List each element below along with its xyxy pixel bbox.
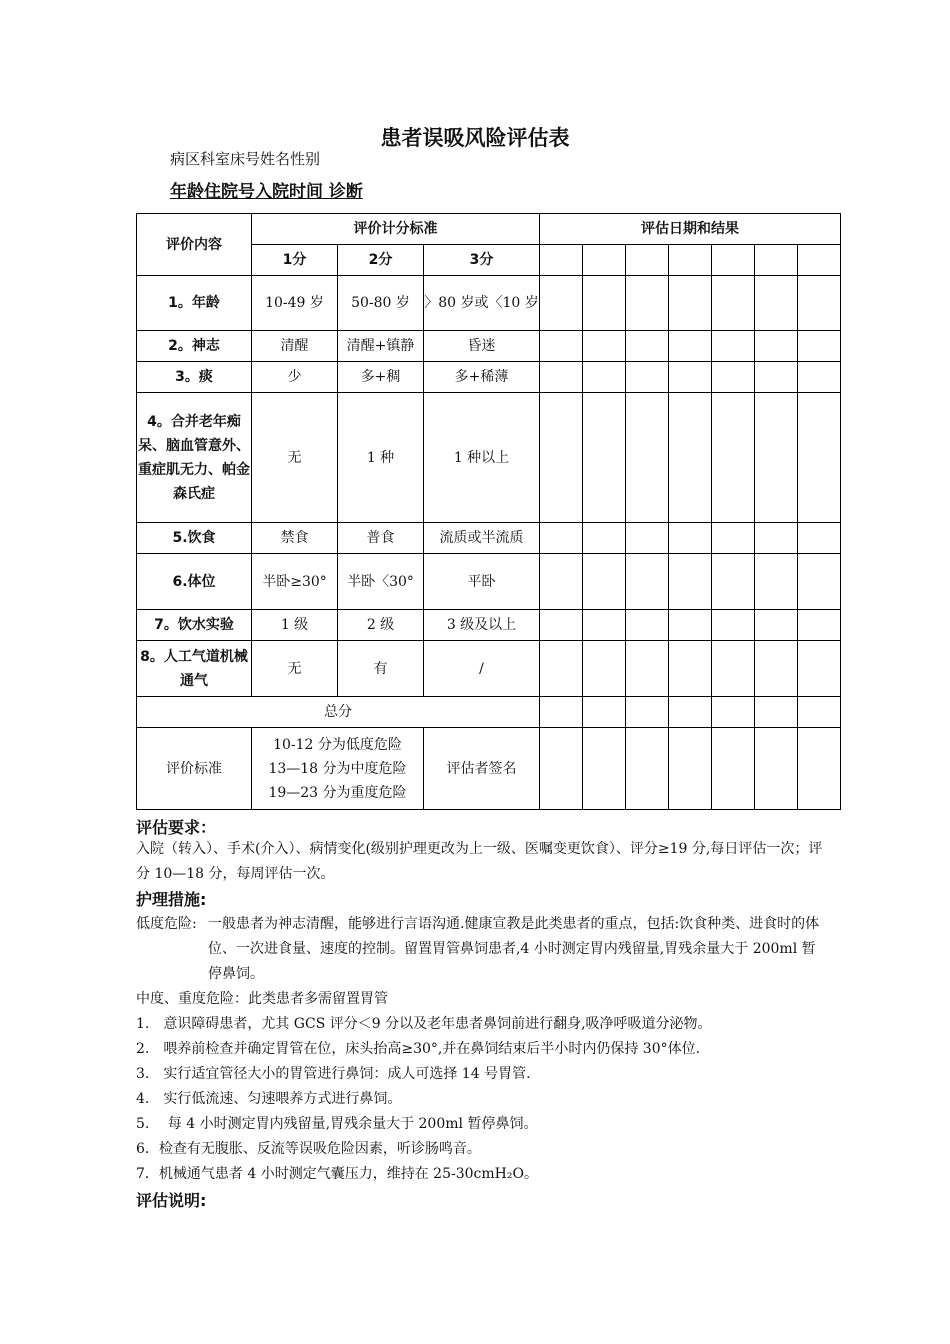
standard-level-low: 10-12 分为低度危险 bbox=[273, 736, 402, 753]
header-score-2: 2分 bbox=[338, 245, 424, 276]
standard-level-high: 19—23 分为重度危险 bbox=[268, 784, 407, 801]
row-score-1: 1 级 bbox=[252, 610, 338, 641]
result-cell[interactable] bbox=[798, 610, 841, 641]
row-score-2: 2 级 bbox=[338, 610, 424, 641]
result-cell[interactable] bbox=[712, 610, 755, 641]
total-cell[interactable] bbox=[755, 697, 798, 728]
patient-info-line-1: 病区科室床号姓名性别 bbox=[170, 150, 321, 168]
measure-item-2: 2. 喂养前检查并确定胃管在位，床头抬高≥30°,并在鼻饲结束后半小时内仍保持 30°体位. bbox=[136, 1041, 701, 1057]
signature-cell[interactable] bbox=[626, 728, 669, 810]
result-cell[interactable] bbox=[798, 276, 841, 331]
total-cell[interactable] bbox=[798, 697, 841, 728]
result-cell[interactable] bbox=[755, 523, 798, 554]
mid-high-risk-text: 中度、重度危险：此类患者多需留置胃管 bbox=[136, 991, 388, 1007]
result-cell[interactable] bbox=[626, 610, 669, 641]
row-score-3: 流质或半流质 bbox=[424, 523, 540, 554]
row-score-3: / bbox=[424, 641, 540, 697]
standard-label: 评价标准 bbox=[137, 728, 252, 810]
row-item: 7。饮水实验 bbox=[137, 610, 252, 641]
result-cell[interactable] bbox=[540, 523, 583, 554]
row-score-2: 清醒+镇静 bbox=[338, 331, 424, 362]
row-score-1: 禁食 bbox=[252, 523, 338, 554]
result-cell[interactable] bbox=[755, 245, 798, 276]
result-cell[interactable] bbox=[755, 276, 798, 331]
row-score-2: 多+稠 bbox=[338, 362, 424, 393]
header-results: 评估日期和结果 bbox=[540, 214, 841, 245]
result-cell[interactable] bbox=[669, 610, 712, 641]
row-score-1: 无 bbox=[252, 393, 338, 523]
measures-heading: 护理措施: bbox=[136, 890, 207, 909]
row-score-1: 无 bbox=[252, 641, 338, 697]
row-item: 1。年龄 bbox=[137, 276, 252, 331]
measure-item-6: 6．检查有无腹胀、反流等误吸危险因素，听诊肠鸣音。 bbox=[136, 1141, 481, 1157]
requirements-heading: 评估要求： bbox=[136, 818, 217, 837]
result-cell[interactable] bbox=[755, 610, 798, 641]
result-cell[interactable] bbox=[540, 276, 583, 331]
page-title: 患者误吸风险评估表 bbox=[380, 126, 570, 150]
header-score-3: 3分 bbox=[424, 245, 540, 276]
result-cell[interactable] bbox=[712, 331, 755, 362]
header-item: 评价内容 bbox=[137, 214, 252, 276]
result-cell[interactable] bbox=[626, 362, 669, 393]
low-risk-text: 一般患者为神志清醒，能够进行言语沟通.健康宣教是此类患者的重点，包括:饮食种类、进食时的体位、一次进食量、速度的控制。留置胃管鼻饲患者,4 小时测定胃内残留量,胃残余量大于 200ml 暂停鼻饲。 bbox=[208, 916, 820, 982]
row-item: 3。痰 bbox=[137, 362, 252, 393]
row-item: 8。人工气道机械通气 bbox=[137, 641, 252, 697]
result-cell[interactable] bbox=[583, 554, 626, 610]
patient-info-line-2: 年龄住院号入院时间 诊断 bbox=[170, 182, 363, 202]
signature-cell[interactable] bbox=[798, 728, 841, 810]
result-cell[interactable] bbox=[669, 245, 712, 276]
result-cell[interactable] bbox=[669, 362, 712, 393]
row-score-1: 10-49 岁 bbox=[252, 276, 338, 331]
result-cell[interactable] bbox=[669, 523, 712, 554]
result-cell[interactable] bbox=[712, 641, 755, 697]
result-cell[interactable] bbox=[755, 331, 798, 362]
result-cell[interactable] bbox=[798, 362, 841, 393]
result-cell[interactable] bbox=[540, 393, 583, 523]
result-cell[interactable] bbox=[540, 641, 583, 697]
signature-cell[interactable] bbox=[583, 728, 626, 810]
result-cell[interactable] bbox=[540, 554, 583, 610]
result-cell[interactable] bbox=[755, 362, 798, 393]
signature-cell[interactable] bbox=[669, 728, 712, 810]
result-cell[interactable] bbox=[540, 331, 583, 362]
standard-levels bbox=[252, 728, 424, 810]
result-cell[interactable] bbox=[798, 523, 841, 554]
assessment-table bbox=[136, 213, 841, 810]
result-cell[interactable] bbox=[712, 554, 755, 610]
total-cell[interactable] bbox=[626, 697, 669, 728]
header-score-1: 1分 bbox=[252, 245, 338, 276]
result-cell[interactable] bbox=[755, 641, 798, 697]
measure-item-1: 1. 意识障碍患者，尤其 GCS 评分＜9 分以及老年患者鼻饲前进行翻身,吸净呼吸道分泌物。 bbox=[136, 1016, 712, 1032]
row-score-3: 〉80 岁或〈10 岁 bbox=[424, 276, 540, 331]
signature-cell[interactable] bbox=[712, 728, 755, 810]
row-score-1: 少 bbox=[252, 362, 338, 393]
result-cell[interactable] bbox=[626, 641, 669, 697]
result-cell[interactable] bbox=[798, 245, 841, 276]
row-item: 6.体位 bbox=[137, 554, 252, 610]
result-cell[interactable] bbox=[669, 331, 712, 362]
result-cell[interactable] bbox=[712, 245, 755, 276]
standard-level-mid: 13—18 分为中度危险 bbox=[268, 760, 407, 777]
requirements-text: 入院（转入）、手术(介入）、病情变化(级别护理更改为上一级、医嘱变更饮食）、评分≥19 分,每日评估一次；评分 10—18 分，每周评估一次。 bbox=[136, 841, 823, 882]
row-score-1: 清醒 bbox=[252, 331, 338, 362]
row-item: 5.饮食 bbox=[137, 523, 252, 554]
result-cell[interactable] bbox=[583, 362, 626, 393]
row-score-3: 昏迷 bbox=[424, 331, 540, 362]
result-cell[interactable] bbox=[798, 393, 841, 523]
result-cell[interactable] bbox=[626, 331, 669, 362]
row-score-2: 1 种 bbox=[338, 393, 424, 523]
result-cell[interactable] bbox=[626, 393, 669, 523]
row-score-1: 半卧≥30° bbox=[252, 554, 338, 610]
measure-item-3: 3. 实行适宜管径大小的胃管进行鼻饲：成人可选择 14 号胃管. bbox=[136, 1066, 531, 1082]
result-cell[interactable] bbox=[669, 641, 712, 697]
result-cell[interactable] bbox=[583, 641, 626, 697]
result-cell[interactable] bbox=[626, 554, 669, 610]
result-cell[interactable] bbox=[798, 554, 841, 610]
row-score-2: 50-80 岁 bbox=[338, 276, 424, 331]
row-score-2: 有 bbox=[338, 641, 424, 697]
measure-item-4: 4. 实行低流速、匀速喂养方式进行鼻饲。 bbox=[136, 1091, 402, 1107]
result-cell[interactable] bbox=[755, 393, 798, 523]
signature-cell[interactable] bbox=[540, 728, 583, 810]
low-risk-label: 低度危险: bbox=[136, 916, 197, 932]
result-cell[interactable] bbox=[755, 554, 798, 610]
total-cell[interactable] bbox=[583, 697, 626, 728]
total-score-label: 总分 bbox=[137, 697, 540, 728]
row-score-2: 普食 bbox=[338, 523, 424, 554]
result-cell[interactable] bbox=[712, 276, 755, 331]
total-cell[interactable] bbox=[669, 697, 712, 728]
result-cell[interactable] bbox=[669, 554, 712, 610]
row-score-2: 半卧〈30° bbox=[338, 554, 424, 610]
result-cell[interactable] bbox=[583, 331, 626, 362]
result-cell[interactable] bbox=[712, 393, 755, 523]
result-cell[interactable] bbox=[712, 362, 755, 393]
result-cell[interactable] bbox=[583, 523, 626, 554]
result-cell[interactable] bbox=[583, 393, 626, 523]
result-cell[interactable] bbox=[583, 610, 626, 641]
result-cell[interactable] bbox=[712, 523, 755, 554]
assessor-signature-label: 评估者签名 bbox=[424, 728, 540, 810]
row-score-3: 多+稀薄 bbox=[424, 362, 540, 393]
row-score-3: 平卧 bbox=[424, 554, 540, 610]
row-score-3: 3 级及以上 bbox=[424, 610, 540, 641]
result-cell[interactable] bbox=[540, 362, 583, 393]
result-cell[interactable] bbox=[540, 610, 583, 641]
row-score-3: 1 种以上 bbox=[424, 393, 540, 523]
total-cell[interactable] bbox=[540, 697, 583, 728]
result-cell[interactable] bbox=[626, 245, 669, 276]
result-cell[interactable] bbox=[583, 245, 626, 276]
total-cell[interactable] bbox=[712, 697, 755, 728]
result-cell[interactable] bbox=[583, 276, 626, 331]
result-cell[interactable] bbox=[798, 641, 841, 697]
result-cell[interactable] bbox=[540, 245, 583, 276]
row-item: 4。合并老年痴呆、脑血管意外、重症肌无力、帕金森氏症 bbox=[137, 393, 252, 523]
result-cell[interactable] bbox=[669, 276, 712, 331]
measure-item-7: 7．机械通气患者 4 小时测定气囊压力，维持在 25-30cmH₂O。 bbox=[136, 1166, 538, 1182]
header-criteria: 评价计分标准 bbox=[252, 214, 540, 245]
result-cell[interactable] bbox=[669, 393, 712, 523]
row-item: 2。神志 bbox=[137, 331, 252, 362]
result-cell[interactable] bbox=[626, 276, 669, 331]
measure-item-5: 5. 每 4 小时测定胃内残留量,胃残余量大于 200ml 暂停鼻饲。 bbox=[136, 1116, 538, 1132]
signature-cell[interactable] bbox=[755, 728, 798, 810]
explanation-heading: 评估说明: bbox=[136, 1191, 207, 1210]
low-risk-block bbox=[136, 912, 826, 987]
result-cell[interactable] bbox=[798, 331, 841, 362]
result-cell[interactable] bbox=[626, 523, 669, 554]
